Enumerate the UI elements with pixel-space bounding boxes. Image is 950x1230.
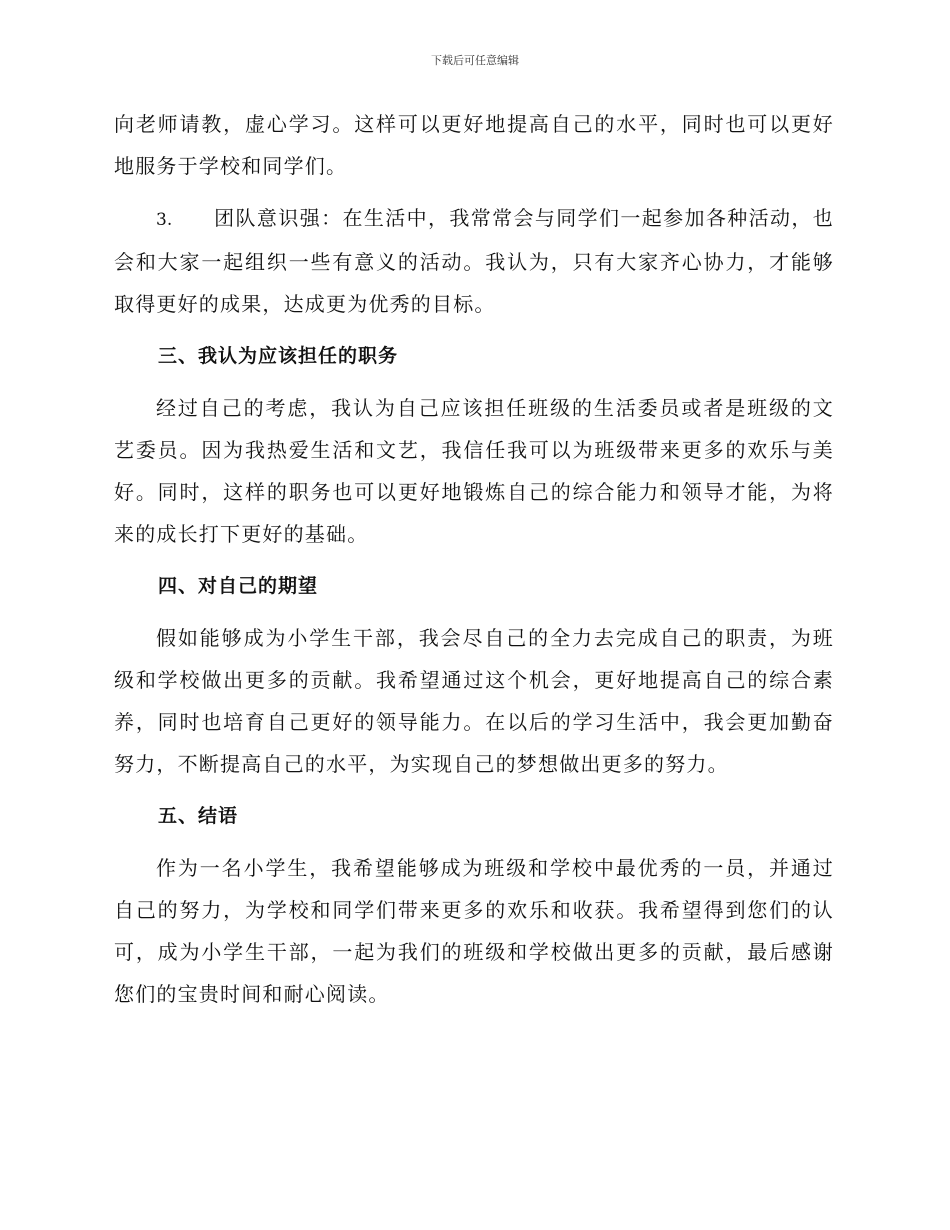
- paragraph-text: 团队意识强：在生活中，我常常会与同学们一起参加各种活动，也会和大家一起组织一些有意义的活动。我认为，只有大家齐心协力，才能够取得更好的成果，达成更为优秀的目标。: [114, 206, 834, 316]
- section-heading-expectation: 四、对自己的期望: [158, 575, 319, 597]
- paragraph-position: 经过自己的考虑，我认为自己应该担任班级的生活委员或者是班级的文艺委员。因为我热爱生活和文艺，我信任我可以为班级带来更多的欢乐与美好。同时，这样的职务也可以更好地锻炼自己的综合能力和领导才能，为将来的成长打下更好的基础。: [114, 396, 834, 546]
- paragraph-team-spirit: [114, 197, 834, 325]
- document-body: [114, 103, 834, 1025]
- section-heading-conclusion: 五、结语: [158, 805, 239, 827]
- list-number: 3.: [156, 210, 173, 230]
- paragraph-conclusion: 作为一名小学生，我希望能够成为班级和学校中最优秀的一员，并通过自己的努力，为学校和同学们带来更多的欢乐和收获。我希望得到您们的认可，成为小学生干部，一起为我们的班级和学校做出更多的贡献，最后感谢您们的宝贵时间和耐心阅读。: [114, 856, 834, 1006]
- paragraph-continuation: 向老师请教，虚心学习。这样可以更好地提高自己的水平，同时也可以更好地服务于学校和同学们。: [114, 112, 834, 178]
- section-heading-position: 三、我认为应该担任的职务: [158, 345, 399, 367]
- paragraph-expectation: 假如能够成为小学生干部，我会尽自己的全力去完成自己的职责，为班级和学校做出更多的贡献。我希望通过这个机会，更好地提高自己的综合素养，同时也培育自己更好的领导能力。在以后的学习生活中，我会更加勤奋努力，不断提高自己的水平，为实现自己的梦想做出更多的努力。: [114, 626, 834, 776]
- page-header: 下载后可任意编辑: [431, 54, 519, 67]
